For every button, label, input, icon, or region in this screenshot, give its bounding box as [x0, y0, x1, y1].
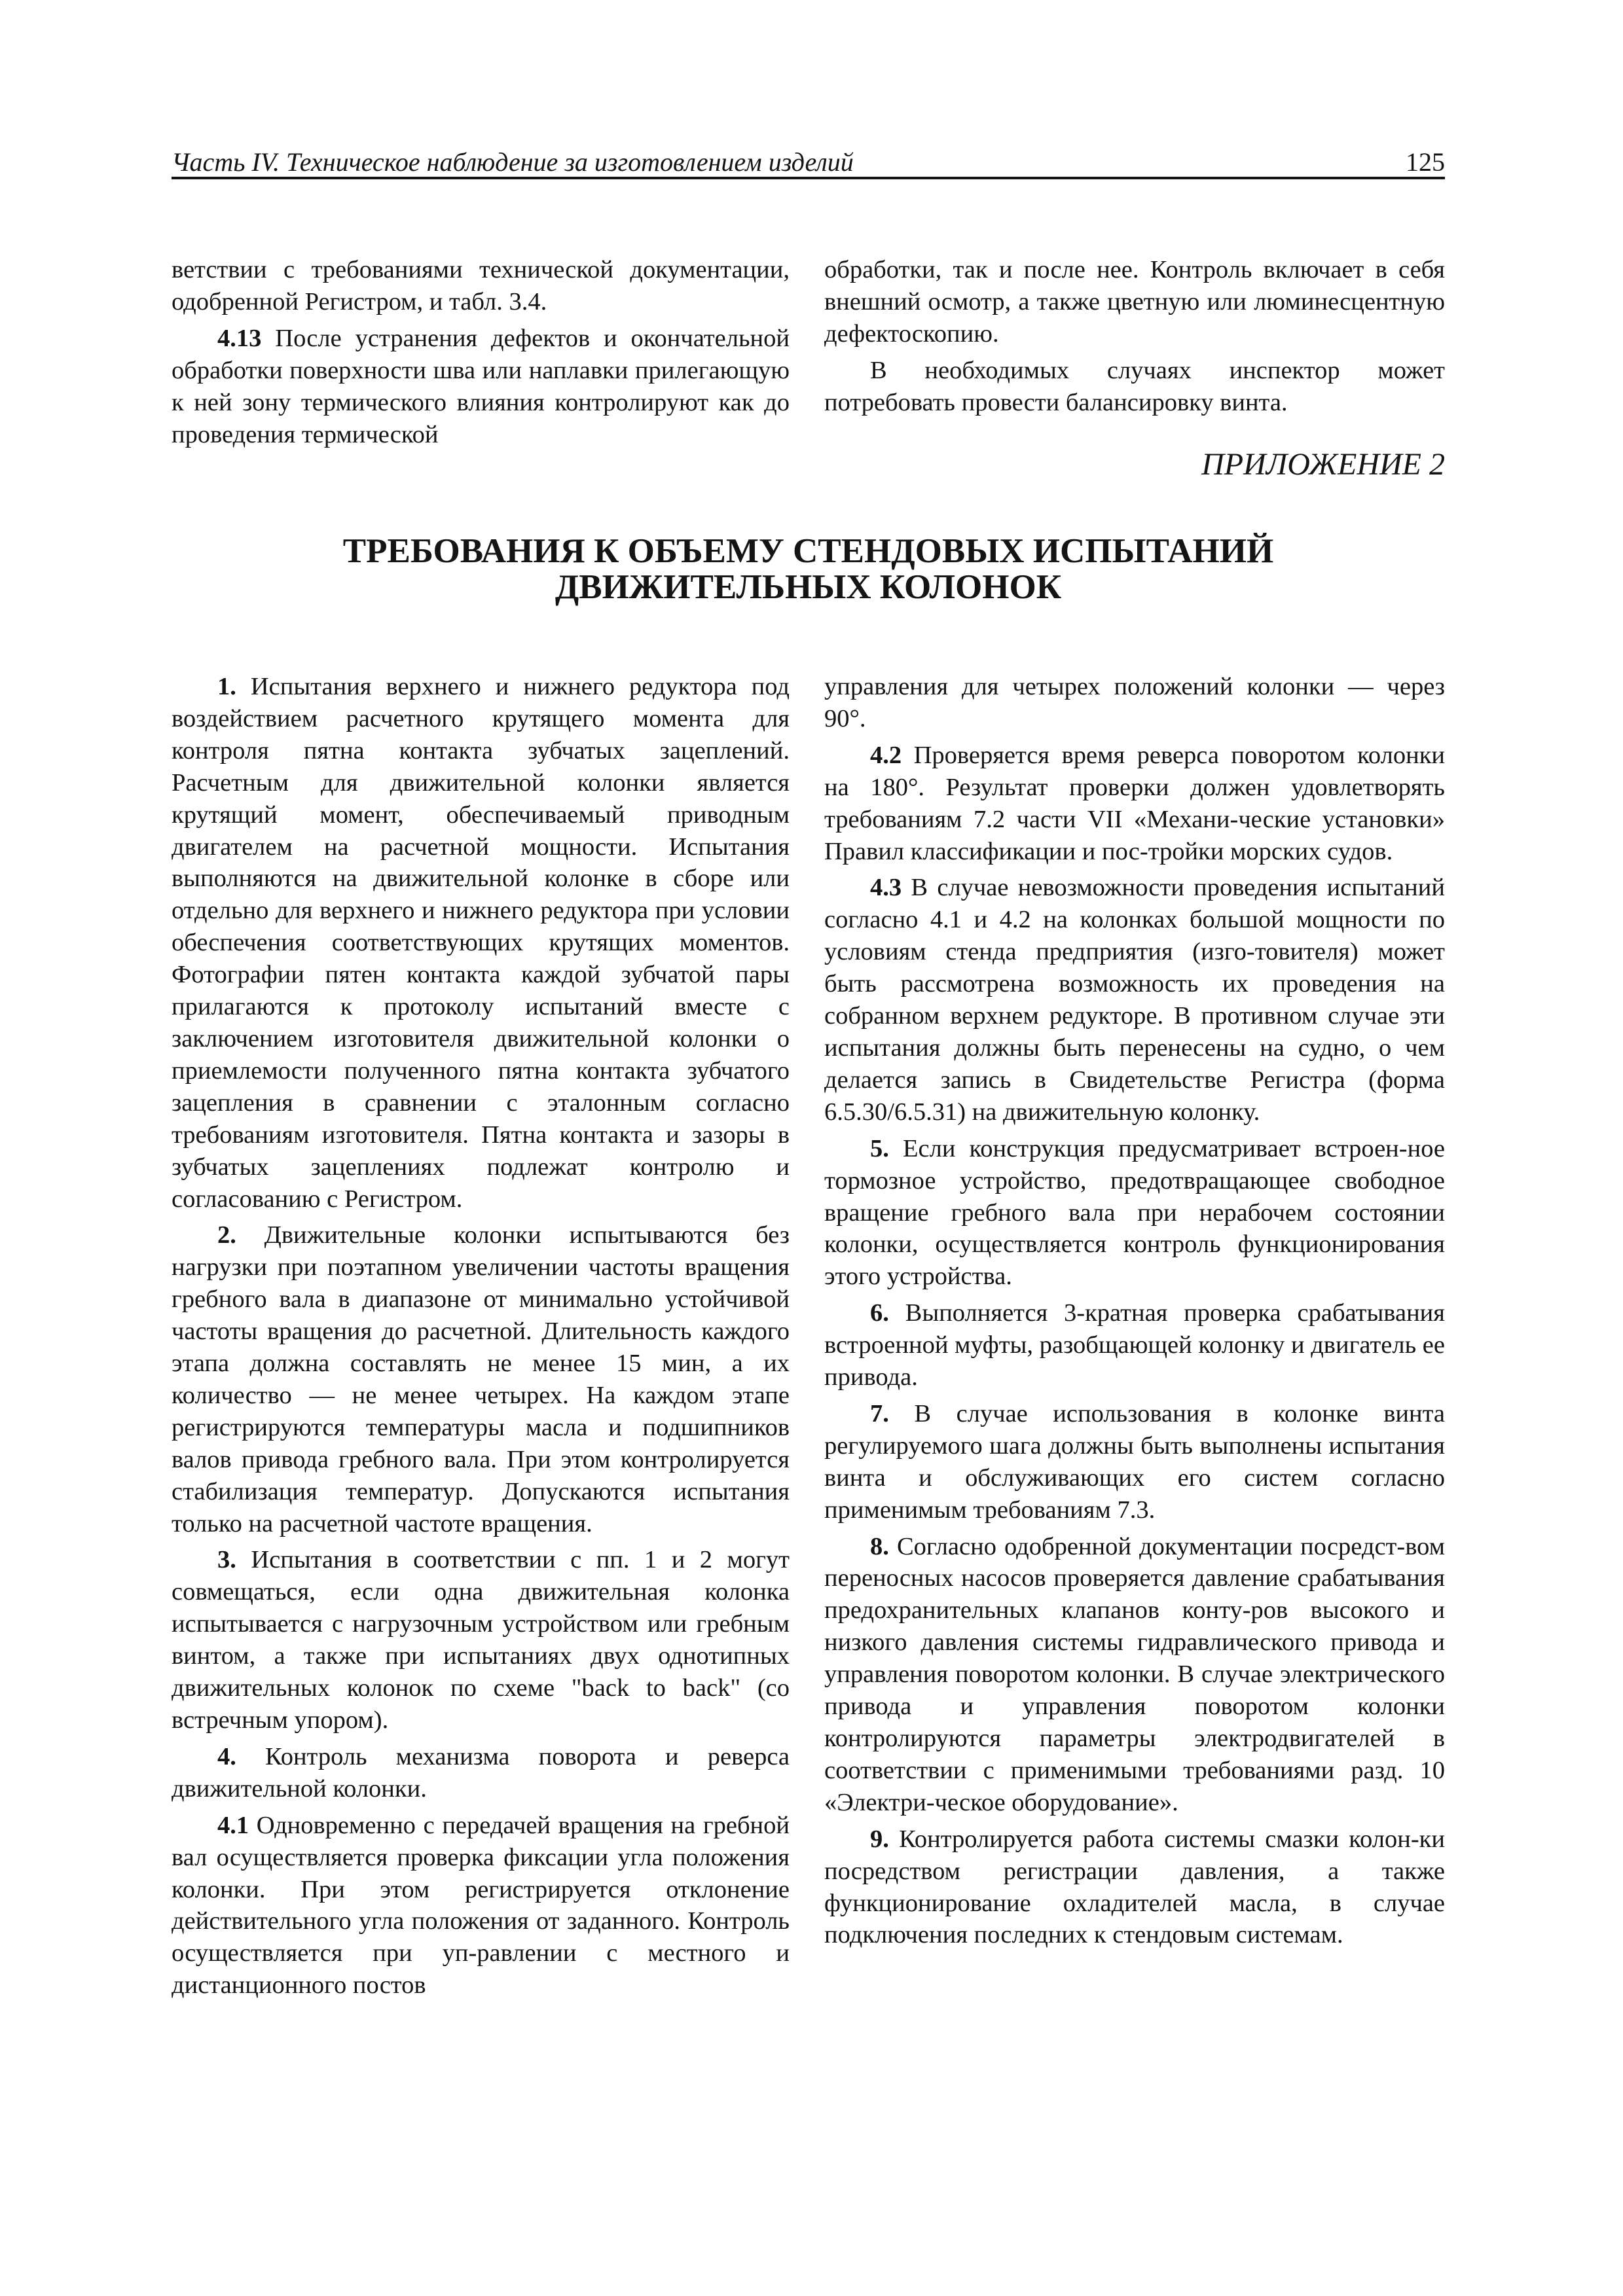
clause-number: 4. — [217, 1742, 236, 1770]
appendix-label: ПРИЛОЖЕНИЕ 2 — [1201, 447, 1445, 482]
clause-number: 7. — [870, 1399, 889, 1427]
clause-number: 1. — [217, 673, 236, 700]
paragraph: обработки, так и после нее. Контроль включает в себя внешний осмотр, а также цветную или люминесцентную дефектоскопию. — [824, 256, 1445, 348]
clause-number: 6. — [870, 1299, 889, 1327]
top-left-column — [172, 254, 790, 450]
paragraph: управления для четырех положений колонки — через 90°. — [824, 673, 1445, 732]
paragraph: 6. Выполняется 3-кратная проверка срабатывания встроенной муфты, разобщающей колонку и двигатель ее привода. — [824, 1299, 1445, 1391]
section-title-line-1: ТРЕБОВАНИЯ К ОБЪЕМУ СТЕНДОВЫХ ИСПЫТАНИЙ — [342, 532, 1274, 570]
paragraph: В необходимых случаях инспектор может потребовать провести балансировку винта. — [824, 356, 1445, 416]
paragraph: 5. Если конструкция предусматривает встроен-ное тормозное устройство, предотвращающее свободное вращение гребного вала при нерабочем состоянии колонки, осуществляется контроль функционирования этого устройства. — [824, 1134, 1445, 1291]
paragraph: 1. Испытания верхнего и нижнего редуктора под воздействием расчетного крутящего момента для контроля пятна контакта зубчатых зацеплений. Расчетным для движительной колонки является крутящий момент, обеспечиваемый приводным двигателем на расчетной мощности. Испытания выполняются на движительной колонке в сборе или отдельно для верхнего и нижнего редуктора при условии обеспечения соответствующих крутящих моментов. Фотографии пятен контакта каждой зубчатой пары прилагаются к протоколу испытаний вместе с заключением изготовителя движительной колонки о приемлемости полученного пятна контакта зубчатого зацепления в сравнении с эталонным согласно требованиям изготовителя. Пятна контакта и зазоры в зубчатых зацеплениях подлежат контролю и согласованию с Регистром. — [172, 673, 790, 1213]
clause-number: 4.1 — [217, 1811, 249, 1839]
paragraph: 4.2 Проверяется время реверса поворотом колонки на 180°. Результат проверки должен удовлетворять требованиям 7.2 части VII «Механи-ческие установки» Правил классификации и пос-тройки морских судов. — [824, 741, 1445, 865]
paragraph: 8. Согласно одобренной документации посредст-вом переносных насосов проверяется давление срабатывания предохранительных клапанов конту-ров высокого и низкого давления системы гидравлического привода и управления поворотом колонки. В случае электрического привода и управления поворотом колонки контролируются параметры электродвигателей в соответствии с применимыми требованиями разд. 10 «Электри-ческое оборудование». — [824, 1532, 1445, 1816]
running-header — [172, 143, 1445, 182]
header-title: Часть IV. Техническое наблюдение за изготовлением изделий — [172, 147, 854, 177]
paragraph: ветствии с требованиями технической документации, одобренной Регистром, и табл. 3.4. — [172, 256, 790, 315]
clause-number: 8. — [870, 1532, 889, 1560]
page-number: 125 — [1406, 147, 1445, 177]
body-left-column — [172, 671, 790, 2001]
paragraph: 7. В случае использования в колонке винта регулируемого шага должны быть выполнены испытания винта и обслуживающих его систем согласно применимым требованиям 7.3. — [824, 1399, 1445, 1524]
clause-number: 5. — [870, 1134, 889, 1162]
paragraph: 4.13 После устранения дефектов и окончательной обработки поверхности шва или наплавки прилегающую к ней зону термического влияния контролируют как до проведения термической — [172, 324, 790, 448]
clause-number: 9. — [870, 1825, 889, 1853]
body-right-column — [824, 671, 1445, 1951]
paragraph: 4. Контроль механизма поворота и реверса движительной колонки. — [172, 1742, 790, 1803]
paragraph: 3. Испытания в соответствии с пп. 1 и 2 могут совмещаться, если одна движительная колонка испытывается с нагрузочным устройством или гребным винтом, а также при испытаниях двух однотипных движительных колонок по схеме "back to back" (со встречным упором). — [172, 1546, 790, 1734]
clause-number: 4.2 — [870, 741, 902, 769]
paragraph: 4.3 В случае невозможности проведения испытаний согласно 4.1 и 4.2 на колонках большой мощности по условиям стенда предприятия (изго-товителя) может быть рассмотрена возможность их проведения на собранном верхнем редукторе. В противном случае эти испытания должны быть перенесены на судно, о чем делается запись в Свидетельстве Регистра (форма 6.5.30/6.5.31) на движительную колонку. — [824, 874, 1445, 1126]
clause-number: 2. — [217, 1221, 236, 1249]
clause-number: 3. — [217, 1546, 236, 1574]
top-right-column — [824, 254, 1445, 419]
paragraph: 2. Движительные колонки испытываются без нагрузки при поэтапном увеличении частоты вращения гребного вала в диапазоне от минимально устойчивой частоты вращения до расчетной. Длительность каждого этапа должна составлять не менее 15 мин, а их количество — не менее четырех. На каждом этапе регистрируются температуры масла и подшипников валов привода гребного вала. При этом контролируется стабилизация температур. Допускаются испытания только на расчетной частоте вращения. — [172, 1221, 790, 1537]
paragraph: 9. Контролируется работа системы смазки колон-ки посредством регистрации давления, а также функционирование охладителей масла, в случае подключения последних к стендовым системам. — [824, 1825, 1445, 1949]
clause-number: 4.3 — [870, 874, 902, 902]
clause-number: 4.13 — [217, 324, 262, 352]
paragraph: 4.1 Одновременно с передачей вращения на гребной вал осуществляется проверка фиксации угла положения колонки. При этом регистрируется отклонение действительного угла положения от заданного. Контроль осуществляется при уп-равлении с местного и дистанционного постов — [172, 1811, 790, 2000]
section-title-line-2: ДВИЖИТЕЛЬНЫХ КОЛОНОК — [555, 568, 1062, 606]
header-rule — [172, 177, 1445, 179]
